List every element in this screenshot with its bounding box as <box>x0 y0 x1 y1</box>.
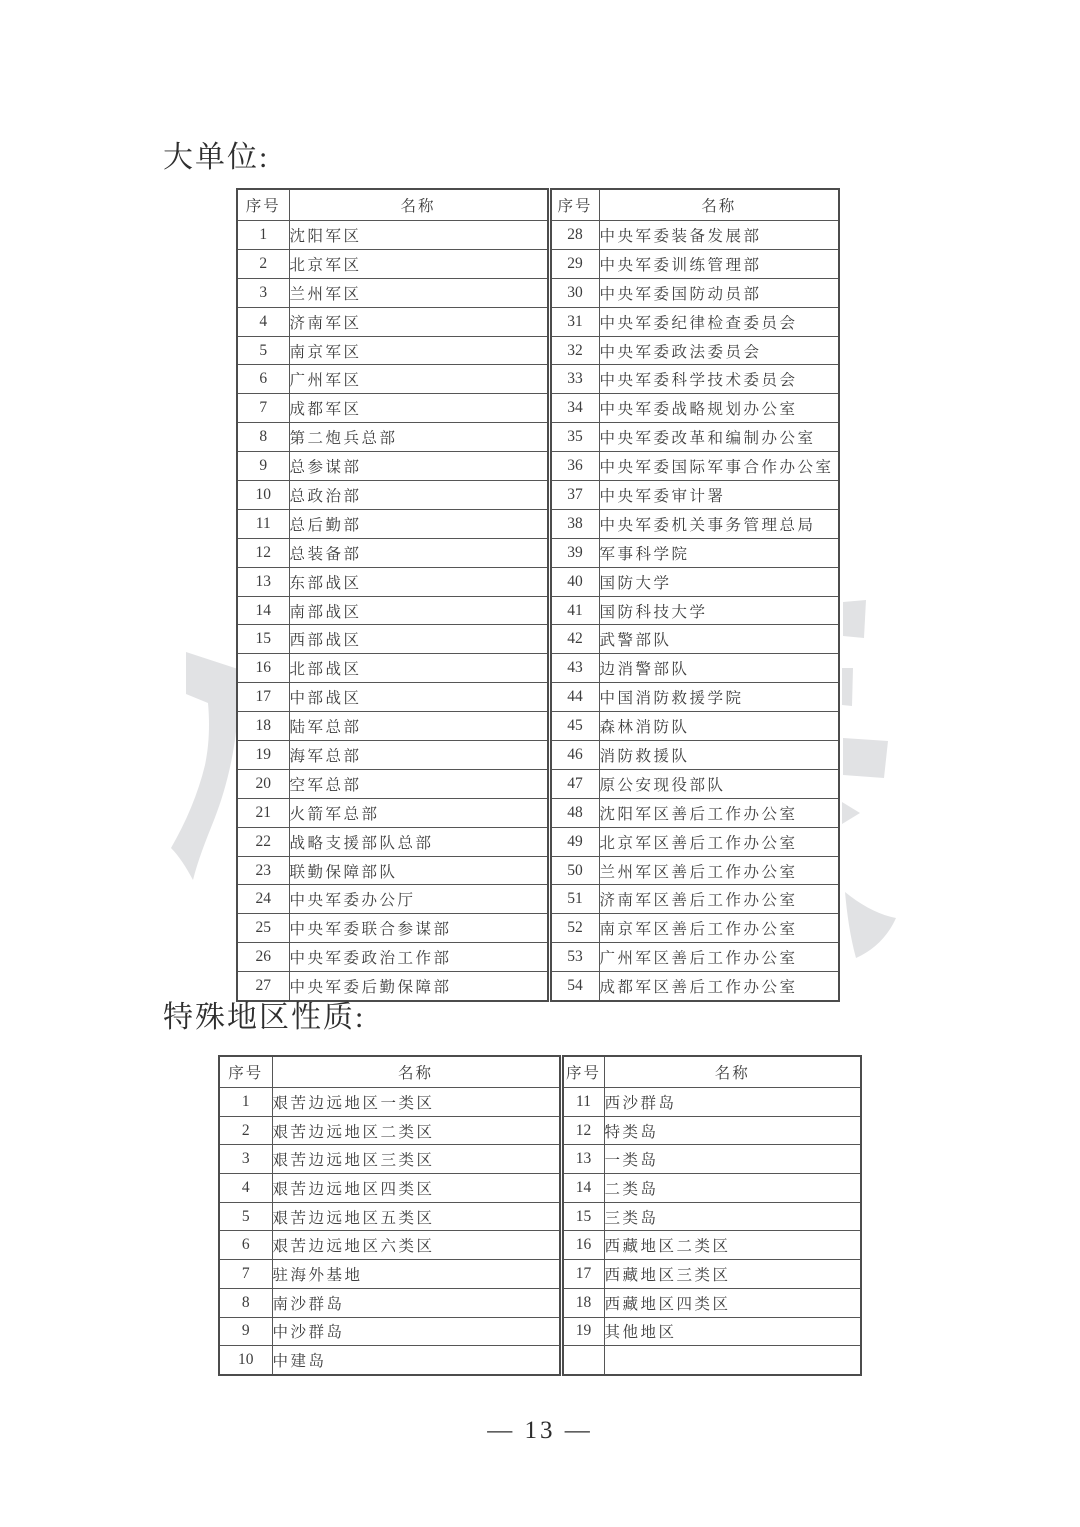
name-cell: 东部战区 <box>289 567 549 596</box>
name-cell: 南京军区 <box>289 336 549 365</box>
table-row <box>219 1145 861 1174</box>
seq-cell: 42 <box>549 625 599 654</box>
name-cell: 中建岛 <box>272 1346 561 1375</box>
table-row <box>237 654 839 683</box>
seq-cell: 30 <box>549 278 599 307</box>
seq-cell: 15 <box>237 625 289 654</box>
seq-cell: 24 <box>237 885 289 914</box>
seq-cell: 53 <box>549 943 599 972</box>
name-cell: 沈阳军区 <box>289 221 549 250</box>
name-cell: 北京军区 <box>289 249 549 278</box>
seq-cell: 41 <box>549 596 599 625</box>
name-cell: 中央军委联合参谋部 <box>289 914 549 943</box>
seq-cell: 14 <box>561 1174 604 1203</box>
column-header-seq-right: 序号 <box>561 1056 604 1088</box>
name-cell: 中国消防救援学院 <box>599 683 839 712</box>
seq-cell: 26 <box>237 943 289 972</box>
name-cell: 成都军区 <box>289 394 549 423</box>
seq-cell: 9 <box>219 1317 272 1346</box>
seq-cell: 18 <box>561 1288 604 1317</box>
table-row <box>219 1088 861 1117</box>
name-cell: 国防大学 <box>599 567 839 596</box>
name-cell: 中央军委训练管理部 <box>599 249 839 278</box>
seq-cell: 7 <box>237 394 289 423</box>
table-row <box>219 1346 861 1375</box>
name-cell: 联勤保障部队 <box>289 856 549 885</box>
name-cell: 国防科技大学 <box>599 596 839 625</box>
table-row <box>237 885 839 914</box>
seq-cell: 3 <box>237 278 289 307</box>
name-cell: 艰苦边远地区二类区 <box>272 1116 561 1145</box>
table-row <box>237 423 839 452</box>
name-cell: 陆军总部 <box>289 712 549 741</box>
name-cell: 济南军区 <box>289 307 549 336</box>
table-row <box>237 452 839 481</box>
name-cell: 艰苦边远地区六类区 <box>272 1231 561 1260</box>
seq-cell: 40 <box>549 567 599 596</box>
seq-cell: 8 <box>219 1288 272 1317</box>
name-cell: 西藏地区二类区 <box>604 1231 861 1260</box>
seq-cell: 5 <box>237 336 289 365</box>
name-cell: 中沙群岛 <box>272 1317 561 1346</box>
seq-cell: 47 <box>549 769 599 798</box>
name-cell: 南京军区善后工作办公室 <box>599 914 839 943</box>
seq-cell: 12 <box>561 1116 604 1145</box>
seq-cell: 6 <box>219 1231 272 1260</box>
seq-cell: 10 <box>237 481 289 510</box>
name-cell: 中央军委国防动员部 <box>599 278 839 307</box>
seq-cell: 38 <box>549 509 599 538</box>
table-row <box>237 249 839 278</box>
special-regions-table-header <box>219 1056 861 1088</box>
seq-cell: 2 <box>219 1116 272 1145</box>
name-cell: 南沙群岛 <box>272 1288 561 1317</box>
table-row <box>237 856 839 885</box>
table-row <box>219 1202 861 1231</box>
seq-cell: 25 <box>237 914 289 943</box>
table-row <box>237 481 839 510</box>
table-row <box>237 769 839 798</box>
seq-cell: 16 <box>237 654 289 683</box>
seq-cell: 21 <box>237 798 289 827</box>
table-row <box>237 596 839 625</box>
name-cell: 兰州军区 <box>289 278 549 307</box>
column-header-name-right: 名称 <box>604 1056 861 1088</box>
seq-cell: 13 <box>237 567 289 596</box>
seq-cell: 28 <box>549 221 599 250</box>
seq-cell: 37 <box>549 481 599 510</box>
name-cell: 中央军委科学技术委员会 <box>599 365 839 394</box>
seq-cell: 5 <box>219 1202 272 1231</box>
section-title-units: 大单位: <box>163 141 270 174</box>
name-cell: 广州军区善后工作办公室 <box>599 943 839 972</box>
name-cell: 空军总部 <box>289 769 549 798</box>
seq-cell: 16 <box>561 1231 604 1260</box>
seq-cell: 54 <box>549 972 599 1001</box>
name-cell: 中央军委政治工作部 <box>289 943 549 972</box>
seq-cell: 19 <box>561 1317 604 1346</box>
name-cell: 原公安现役部队 <box>599 769 839 798</box>
column-header-name-left: 名称 <box>272 1056 561 1088</box>
seq-cell: 33 <box>549 365 599 394</box>
table-row <box>237 365 839 394</box>
name-cell: 兰州军区善后工作办公室 <box>599 856 839 885</box>
seq-cell: 18 <box>237 712 289 741</box>
name-cell: 军事科学院 <box>599 538 839 567</box>
seq-cell: 4 <box>237 307 289 336</box>
name-cell: 艰苦边远地区一类区 <box>272 1088 561 1117</box>
seq-cell: 43 <box>549 654 599 683</box>
column-header-seq-right: 序号 <box>549 189 599 221</box>
name-cell: 中央军委后勤保障部 <box>289 972 549 1001</box>
name-cell: 特类岛 <box>604 1116 861 1145</box>
name-cell: 总参谋部 <box>289 452 549 481</box>
table-row <box>237 221 839 250</box>
seq-cell: 17 <box>237 683 289 712</box>
seq-cell: 14 <box>237 596 289 625</box>
seq-cell: 13 <box>561 1145 604 1174</box>
name-cell: 北京军区善后工作办公室 <box>599 827 839 856</box>
seq-cell: 29 <box>549 249 599 278</box>
name-cell: 一类岛 <box>604 1145 861 1174</box>
table-row <box>237 943 839 972</box>
name-cell: 西藏地区三类区 <box>604 1260 861 1289</box>
seq-cell <box>561 1346 604 1375</box>
table-row <box>219 1260 861 1289</box>
seq-cell: 32 <box>549 336 599 365</box>
name-cell: 中央军委审计署 <box>599 481 839 510</box>
seq-cell: 4 <box>219 1174 272 1203</box>
table-row <box>219 1174 861 1203</box>
seq-cell: 44 <box>549 683 599 712</box>
page-number: — 13 — <box>487 1417 593 1444</box>
name-cell: 森林消防队 <box>599 712 839 741</box>
special-regions-table-body <box>219 1088 861 1375</box>
name-cell: 中央军委战略规划办公室 <box>599 394 839 423</box>
table-row <box>237 798 839 827</box>
column-header-name-left: 名称 <box>289 189 549 221</box>
name-cell: 消防救援队 <box>599 741 839 770</box>
section-title-special-regions: 特殊地区性质: <box>163 1001 366 1034</box>
name-cell: 艰苦边远地区三类区 <box>272 1145 561 1174</box>
seq-cell: 46 <box>549 741 599 770</box>
name-cell: 中央军委办公厅 <box>289 885 549 914</box>
name-cell: 总政治部 <box>289 481 549 510</box>
seq-cell: 23 <box>237 856 289 885</box>
name-cell: 艰苦边远地区五类区 <box>272 1202 561 1231</box>
table-row <box>237 394 839 423</box>
seq-cell: 2 <box>237 249 289 278</box>
column-header-seq-left: 序号 <box>219 1056 272 1088</box>
name-cell: 第二炮兵总部 <box>289 423 549 452</box>
name-cell: 沈阳军区善后工作办公室 <box>599 798 839 827</box>
name-cell: 其他地区 <box>604 1317 861 1346</box>
table-row <box>237 307 839 336</box>
seq-cell: 34 <box>549 394 599 423</box>
name-cell: 中央军委机关事务管理总局 <box>599 509 839 538</box>
name-cell: 西沙群岛 <box>604 1088 861 1117</box>
table-row <box>219 1231 861 1260</box>
name-cell: 中部战区 <box>289 683 549 712</box>
table-row <box>237 625 839 654</box>
name-cell: 总后勤部 <box>289 509 549 538</box>
seq-cell: 35 <box>549 423 599 452</box>
table-row <box>237 538 839 567</box>
seq-cell: 11 <box>561 1088 604 1117</box>
table-row <box>219 1116 861 1145</box>
seq-cell: 52 <box>549 914 599 943</box>
name-cell: 火箭军总部 <box>289 798 549 827</box>
seq-cell: 20 <box>237 769 289 798</box>
seq-cell: 15 <box>561 1202 604 1231</box>
seq-cell: 17 <box>561 1260 604 1289</box>
seq-cell: 11 <box>237 509 289 538</box>
seq-cell: 48 <box>549 798 599 827</box>
name-cell: 总装备部 <box>289 538 549 567</box>
seq-cell: 36 <box>549 452 599 481</box>
seq-cell: 51 <box>549 885 599 914</box>
seq-cell: 12 <box>237 538 289 567</box>
name-cell: 西部战区 <box>289 625 549 654</box>
table-row <box>237 683 839 712</box>
name-cell <box>604 1346 861 1375</box>
seq-cell: 8 <box>237 423 289 452</box>
name-cell: 广州军区 <box>289 365 549 394</box>
name-cell: 南部战区 <box>289 596 549 625</box>
name-cell: 边消警部队 <box>599 654 839 683</box>
seq-cell: 49 <box>549 827 599 856</box>
name-cell: 战略支援部队总部 <box>289 827 549 856</box>
name-cell: 中央军委国际军事合作办公室 <box>599 452 839 481</box>
seq-cell: 10 <box>219 1346 272 1375</box>
seq-cell: 39 <box>549 538 599 567</box>
table-row <box>237 712 839 741</box>
name-cell: 海军总部 <box>289 741 549 770</box>
table-row <box>219 1317 861 1346</box>
table-row <box>237 741 839 770</box>
seq-cell: 27 <box>237 972 289 1001</box>
table-row <box>237 567 839 596</box>
name-cell: 济南军区善后工作办公室 <box>599 885 839 914</box>
special-regions-table <box>218 1055 862 1376</box>
seq-cell: 31 <box>549 307 599 336</box>
table-row <box>237 827 839 856</box>
seq-cell: 7 <box>219 1260 272 1289</box>
column-header-seq-left: 序号 <box>237 189 289 221</box>
units-table <box>236 188 840 1002</box>
table-row <box>237 336 839 365</box>
name-cell: 中央军委装备发展部 <box>599 221 839 250</box>
units-table-body <box>237 221 839 1002</box>
name-cell: 北部战区 <box>289 654 549 683</box>
name-cell: 武警部队 <box>599 625 839 654</box>
seq-cell: 50 <box>549 856 599 885</box>
name-cell: 二类岛 <box>604 1174 861 1203</box>
column-header-name-right: 名称 <box>599 189 839 221</box>
seq-cell: 22 <box>237 827 289 856</box>
seq-cell: 3 <box>219 1145 272 1174</box>
name-cell: 中央军委政法委员会 <box>599 336 839 365</box>
name-cell: 中央军委改革和编制办公室 <box>599 423 839 452</box>
name-cell: 中央军委纪律检查委员会 <box>599 307 839 336</box>
seq-cell: 45 <box>549 712 599 741</box>
name-cell: 艰苦边远地区四类区 <box>272 1174 561 1203</box>
units-table-header <box>237 189 839 221</box>
header-row <box>237 189 839 221</box>
table-row <box>237 509 839 538</box>
seq-cell: 19 <box>237 741 289 770</box>
name-cell: 驻海外基地 <box>272 1260 561 1289</box>
table-row <box>237 278 839 307</box>
seq-cell: 9 <box>237 452 289 481</box>
name-cell: 三类岛 <box>604 1202 861 1231</box>
name-cell: 成都军区善后工作办公室 <box>599 972 839 1001</box>
table-row <box>237 914 839 943</box>
seq-cell: 1 <box>219 1088 272 1117</box>
table-row <box>219 1288 861 1317</box>
seq-cell: 6 <box>237 365 289 394</box>
seq-cell: 1 <box>237 221 289 250</box>
header-row <box>219 1056 861 1088</box>
name-cell: 西藏地区四类区 <box>604 1288 861 1317</box>
